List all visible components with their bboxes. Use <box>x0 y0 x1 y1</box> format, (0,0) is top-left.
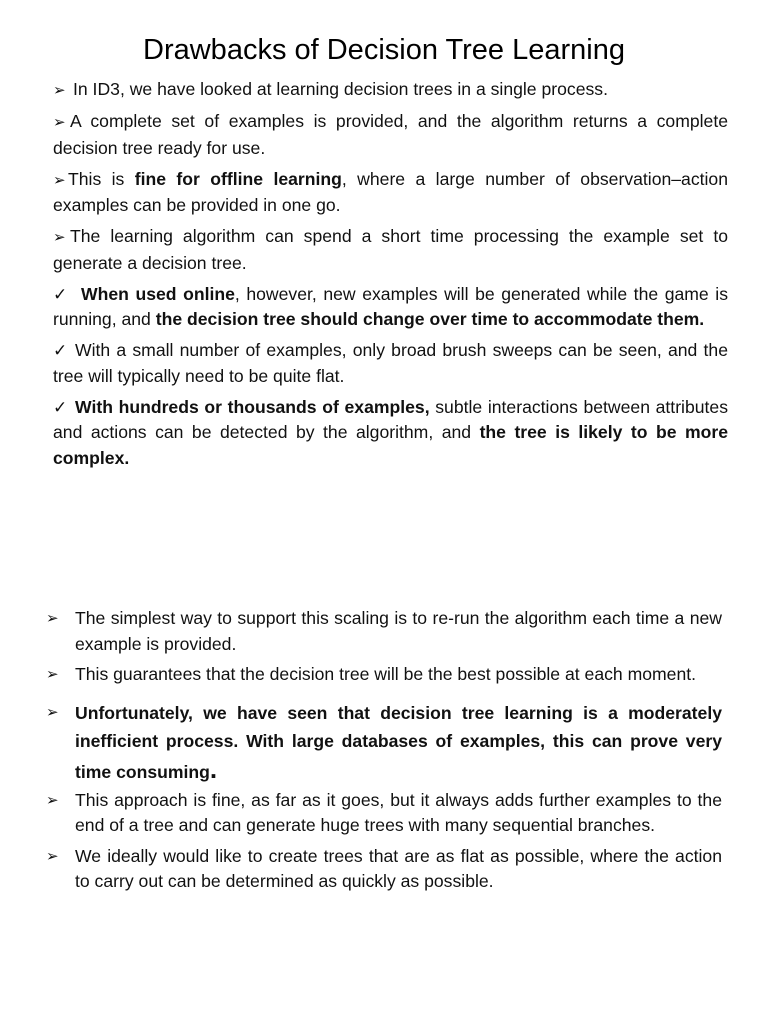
arrow-bullet-icon: ➢ <box>46 703 59 721</box>
arrow-bullet-icon: ➢ <box>53 114 66 131</box>
paragraph-hundreds: ✓ With hundreds or thousands of examples, subtle interactions between attributes and actions can be detected by the algorithm, and the tree is likely to be more complex. <box>53 396 728 468</box>
paragraph-online: ✓ When used online, however, new examples will be generated while the game is running, and the decision tree should change over time to accommodate them. <box>53 283 728 329</box>
checkmark-icon: ✓ <box>53 397 68 417</box>
arrow-bullet-icon: ➢ <box>46 666 59 683</box>
paragraph-short-time: ➢ The learning algorithm can spend a short time processing the example set to generate a decision tree. <box>53 226 728 273</box>
paragraph-small-number: ✓ With a small number of examples, only broad brush sweeps can be seen, and the tree will typically need to be quite flat. <box>53 340 728 386</box>
page-title: Drawbacks of Decision Tree Learning <box>143 34 625 66</box>
checkmark-icon: ✓ <box>53 284 68 304</box>
arrow-bullet-icon: ➢ <box>46 610 59 627</box>
bullet-item: ➢ The simplest way to support this scaling is to re-run the algorithm each time a new example is provided. <box>46 608 722 654</box>
arrow-bullet-icon: ➢ <box>53 171 66 189</box>
arrow-bullet-icon: ➢ <box>53 82 66 99</box>
bullet-item: ➢ This guarantees that the decision tree will be the best possible at each moment. <box>46 662 722 688</box>
bottom-section <box>46 606 722 895</box>
bullet-item: ➢ Unfortunately, we have seen that decision tree learning is a moderately inefficient process. With large databases of examples, this can prove very time consuming. <box>46 699 722 786</box>
bullet-item: ➢ We ideally would like to create trees that are as flat as possible, where the action to carry out can be determined as quickly as possible. <box>46 845 722 891</box>
arrow-bullet-icon: ➢ <box>53 229 66 246</box>
checkmark-icon: ✓ <box>53 341 68 360</box>
paragraph-complete-set: ➢ A complete set of examples is provided, and the algorithm returns a complete decision tree ready for use. <box>53 111 728 158</box>
paragraph-offline: ➢ This is fine for offline learning, where a large number of observation–action examples can be provided in one go. <box>53 168 729 215</box>
top-section <box>53 77 728 477</box>
arrow-bullet-icon: ➢ <box>46 791 59 809</box>
arrow-bullet-icon: ➢ <box>46 847 59 865</box>
paragraph-id3: ➢ In ID3, we have looked at learning decision trees in a single process. <box>53 77 728 104</box>
bullet-item: ➢ This approach is fine, as far as it goes, but it always adds further examples to the end of a tree and can generate huge trees with many sequential branches. <box>46 789 722 835</box>
